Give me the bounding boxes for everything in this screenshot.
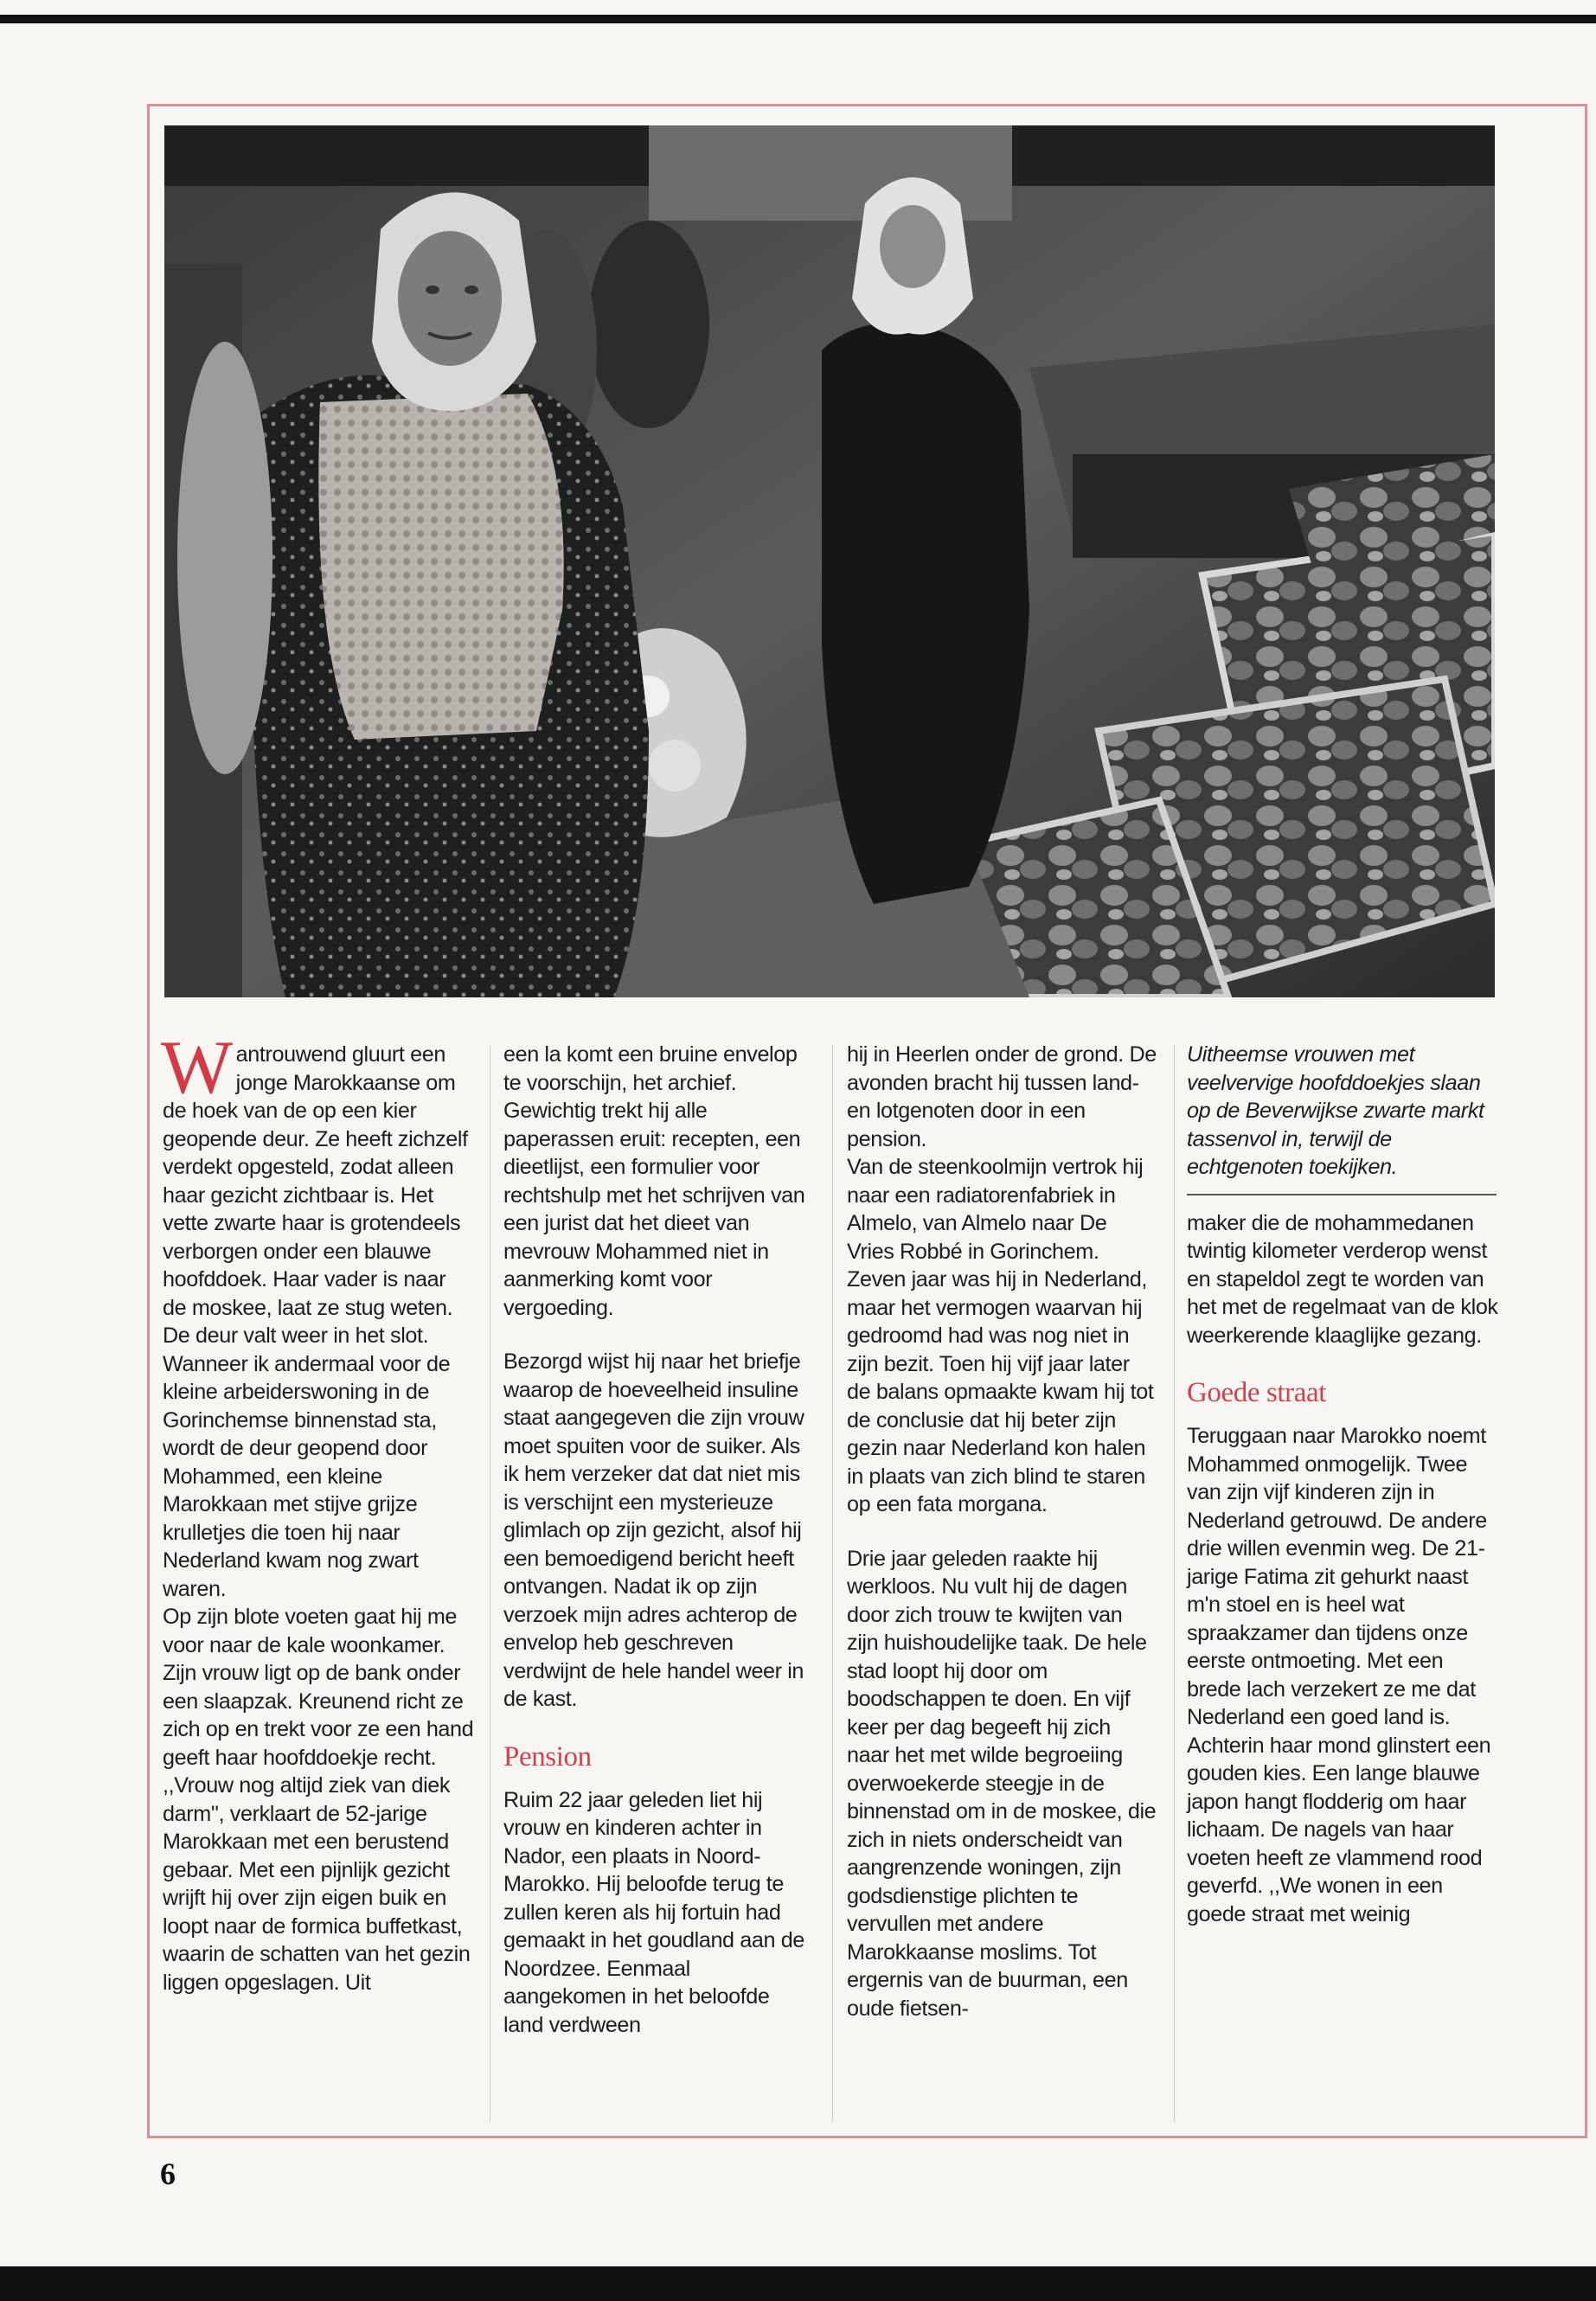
drop-cap: W xyxy=(161,1026,233,1110)
paragraph: Drie jaar geleden raakte hij werkloos. Nu vult hij de dagen door zich trouw te kwijten van zijn huishoudelijke taak. De hele stad loopt hij door om boodschappen te doen. En vijf keer per dag begeeft hij zich naar het met wilde begroeiing overwoekerde steegje in de binnenstad om in de moskee, die zich in niets onderscheidt van aangrenzende woningen, zijn godsdienstige plichten te vervullen met andere Marokkaanse moslims. Tot ergernis van de buurman, een oude fietsen- xyxy=(847,1546,1157,2021)
paragraph: Bezorgd wijst hij naar het briefje waarop de hoeveelheid insuline staat aangegeven die zijn vrouw moet spuiten voor de suiker. Als ik hem verzeker dat dat niet mis is verschijnt een mysterieuze glimlach op zijn gezicht, alsof hij een bemoedigend bericht heeft ontvangen. Nadat ik op zijn verzoek mijn adres achterop de envelop heb geschreven verdwijnt de hele handel weer in de kast. xyxy=(503,1349,804,1711)
paragraph xyxy=(161,1026,474,1350)
paragraph: Ruim 22 jaar geleden liet hij vrouw en kinderen achter in Nador, een plaats in Noord-Marokko. Hij beloofde terug te zullen keren als hij fortuin had gemaakt in het goudland aan de Noordzee. Eenmaal aangekomen in het beloofde land verdween xyxy=(503,1787,804,2037)
bottom-edge-bar xyxy=(0,2266,1596,2301)
paragraph: Wanneer ik andermaal voor de kleine arbeiderswoning in de Gorinchemse binnenstad sta, wordt de deur geopend door Mohammed, een kleine Marokkaan met stijve grijze krulletjes die toen hij naar Nederland kwam nog zwart waren. xyxy=(163,1351,451,1601)
article-column-2 xyxy=(503,1041,815,2039)
paragraph: ,,Vrouw nog altijd ziek van diek darm'', verklaart de 52-jarige Marokkaan met een berustend gebaar. Met een pijnlijk gezicht wrijft hij over zijn eigen buik en loopt naar de formica buffetkast, waarin de schatten van het gezin liggen opgeslagen. Uit xyxy=(163,1773,471,1995)
market-photo xyxy=(164,125,1495,997)
page-number: 6 xyxy=(160,2157,176,2191)
market-photo-icon xyxy=(164,125,1495,997)
paragraph: Van de steenkoolmijn vertrok hij naar een radiatorenfabriek in Almelo, van Almelo naar De Vries Robbé in Gorinchem. Zeven jaar was hij in Nederland, maar het vermogen waarvan hij gedroomd had was nog niet in zijn bezit. Toen hij vijf jaar later de balans opmaakte kwam hij tot de conclusie dat hij beter zijn gezin naar Nederland kon halen in plaats van zich blind te staren op een fata morgana. xyxy=(847,1155,1154,1516)
subheading-pension: Pension xyxy=(503,1740,592,1772)
caption-rule xyxy=(1187,1194,1497,1195)
paragraph: Teruggaan naar Marokko noemt Mohammed onmogelijk. Twee van zijn vijf kinderen zijn in Nederland getrouwd. De andere drie willen evenmin weg. De 21-jarige Fatima zit gehurkt naast m'n stoel en is heel wat spraakzamer dan tijdens onze eerste ontmoeting. Met een brede lach verzekert ze me dat Nederland een goed land is. Achterin haar mond glinstert een gouden kies. Een lange blauwe japon hangt flodderig om haar lichaam. De nagels van haar voeten heeft ze vlammend rood geverfd. ,,We wonen in een goede straat met weinig xyxy=(1187,1424,1491,1926)
top-edge-bar xyxy=(0,15,1596,23)
photo-caption: Uitheemse vrouwen met veelvervige hoofddoekjes slaan op de Beverwijkse zwarte markt tassenvol in, terwijl de echtgenoten toekijken. xyxy=(1187,1042,1484,1179)
column-divider xyxy=(1174,1045,1175,2122)
article-column-1 xyxy=(161,1026,474,1997)
paragraph: hij in Heerlen onder de grond. De avonden bracht hij tussen land- en lotgenoten door in een pension. xyxy=(847,1042,1157,1151)
paragraph: een la komt een bruine envelop te voorschijn, het archief. Gewichtig trekt hij alle paperassen eruit: recepten, een dieetlijst, een formulier voor rechtshulp met het schrijven van een jurist dat het dieet van mevrouw Mohammed niet in aanmerking komt voor vergoeding. xyxy=(503,1042,805,1320)
subheading-goede-straat: Goede straat xyxy=(1187,1377,1327,1408)
article-column-3 xyxy=(847,1041,1158,2022)
paragraph: maker die de mohammedanen twintig kilometer verderop wenst en stapeldol zegt te worden van het met de regelmaat van de klok weerkerende klaaglijke gezang. xyxy=(1187,1210,1498,1348)
column-divider xyxy=(832,1045,833,2122)
article-column-4 xyxy=(1187,1041,1498,1928)
paragraph-text: antrouwend gluurt een jonge Marokkaanse om de hoek van de op een kier geopende deur. Ze heeft zichzelf verdekt opgesteld, zodat alleen haar gezicht zichtbaar is. Het vette zwarte haar is grotendeels verborgen onder een blauwe hoofddoek. Haar vader is naar de moskee, laat ze stug weten. De deur valt weer in het slot. xyxy=(163,1042,468,1348)
paragraph: Op zijn blote voeten gaat hij me voor naar de kale woonkamer. Zijn vrouw ligt op de bank onder een slaapzak. Kreunend richt ze zich op en trekt voor ze een hand geeft haar hoofddoekje recht. xyxy=(163,1605,474,1770)
